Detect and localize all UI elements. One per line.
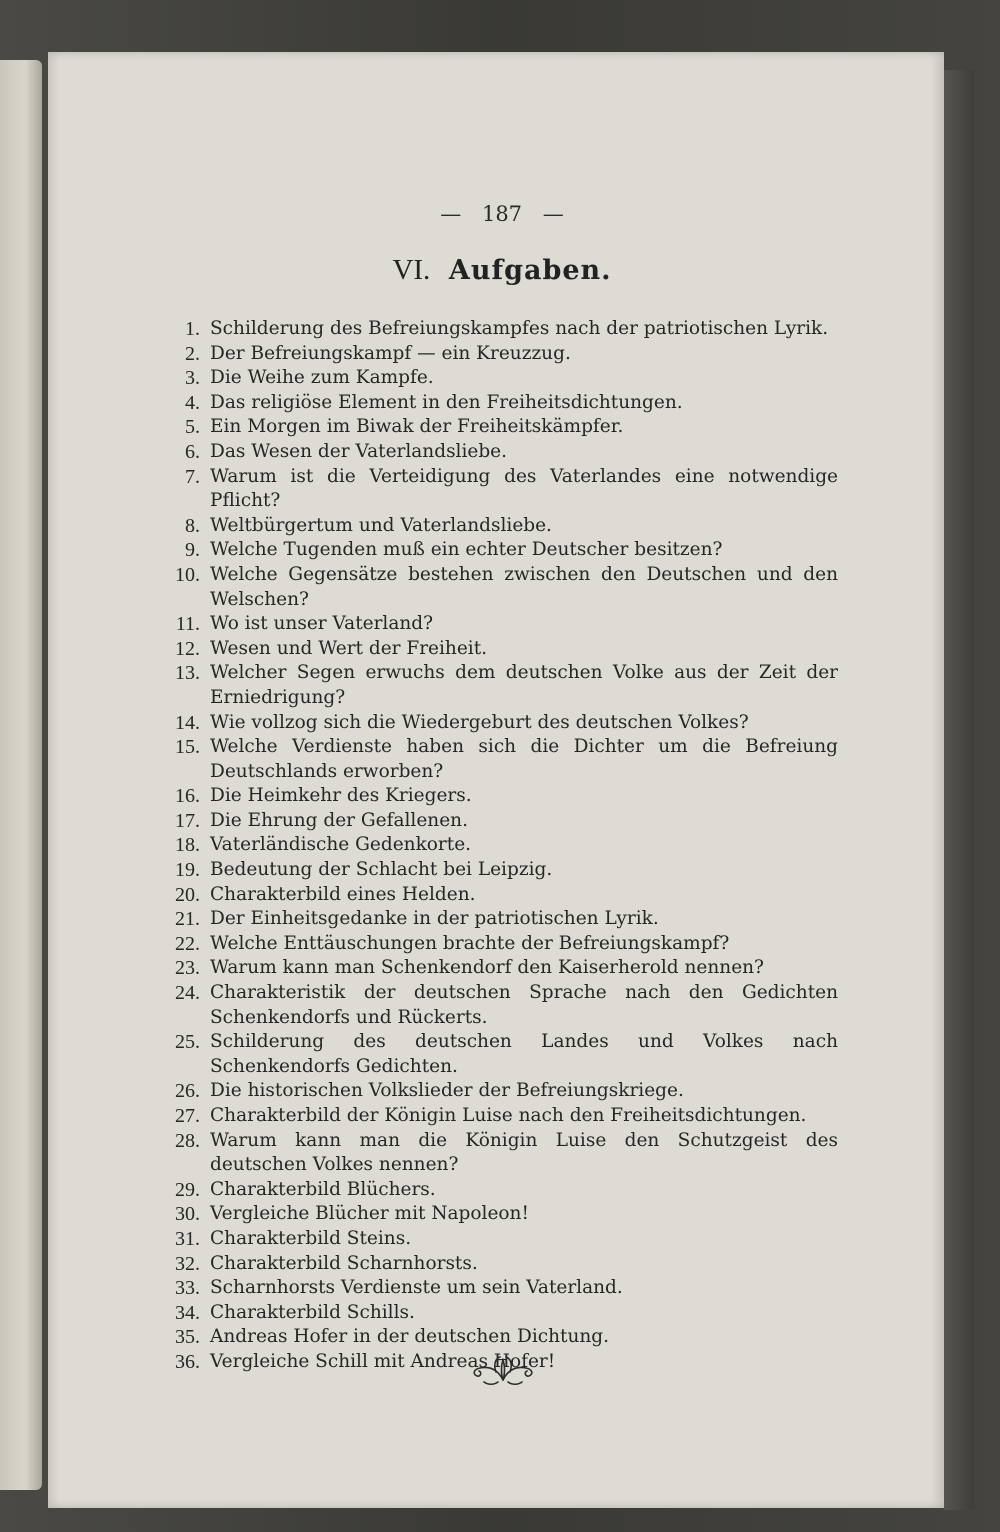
task-text: Charakterbild Scharnhorsts. <box>210 1252 478 1274</box>
task-item <box>158 612 838 637</box>
task-item <box>158 981 838 1030</box>
task-number: 8. <box>185 514 200 537</box>
task-item <box>158 858 838 883</box>
task-number: 22. <box>175 932 200 955</box>
task-text: Scharnhorsts Verdienste um sein Vaterland. <box>210 1277 623 1299</box>
task-number: 9. <box>185 539 200 562</box>
task-number: 1. <box>185 318 200 340</box>
task-item <box>158 440 838 465</box>
task-number: 33. <box>175 1277 200 1300</box>
task-item <box>158 809 838 834</box>
task-item <box>158 1252 838 1277</box>
task-text: Das religiöse Element in den Freiheitsdichtungen. <box>210 391 683 413</box>
task-item <box>158 317 838 342</box>
task-number: 2. <box>185 342 200 365</box>
header-dash-left: — <box>440 202 462 226</box>
task-item <box>158 1178 838 1203</box>
task-text: Der Einheitsgedanke in der patriotischen Lyrik. <box>210 908 659 930</box>
task-number: 31. <box>175 1227 200 1250</box>
task-text: Bedeutung der Schlacht bei Leipzig. <box>210 859 553 881</box>
task-text: Wesen und Wert der Freiheit. <box>210 637 488 659</box>
task-item <box>158 465 838 514</box>
task-number: 5. <box>185 416 200 439</box>
task-item <box>158 415 838 440</box>
task-text: Andreas Hofer in der deutschen Dichtung. <box>210 1326 609 1348</box>
task-text: Warum ist die Verteidigung des Vaterlandes eine notwendige Pflicht? <box>210 465 838 512</box>
task-item <box>158 538 838 563</box>
task-number: 27. <box>175 1105 200 1127</box>
task-text: Charakterbild Steins. <box>210 1227 412 1249</box>
task-number: 25. <box>175 1031 200 1054</box>
task-item <box>158 1079 838 1104</box>
task-number: 13. <box>175 662 200 685</box>
task-number: 11. <box>175 613 200 636</box>
task-number: 10. <box>175 563 200 586</box>
task-text: Die Ehrung der Gefallenen. <box>210 809 468 831</box>
task-text: Der Befreiungskampf — ein Kreuzzug. <box>210 342 571 364</box>
task-list <box>158 317 838 1375</box>
task-number: 36. <box>175 1350 200 1373</box>
header-dash-right: — <box>542 202 564 226</box>
task-item <box>158 1325 838 1350</box>
task-number: 28. <box>175 1129 200 1152</box>
task-text: Ein Morgen im Biwak der Freiheitskämpfer. <box>210 416 624 438</box>
task-item <box>158 1202 838 1227</box>
task-item <box>158 342 838 367</box>
left-page-edge <box>0 60 42 1490</box>
task-number: 21. <box>175 908 200 931</box>
task-number: 23. <box>175 957 200 980</box>
task-item <box>158 1030 838 1079</box>
task-number: 3. <box>185 367 200 390</box>
task-number: 20. <box>175 883 200 906</box>
page-number: 187 <box>481 202 523 226</box>
task-number: 35. <box>175 1326 200 1349</box>
task-item <box>158 956 838 981</box>
task-text: Vaterländische Gedenkorte. <box>210 834 472 856</box>
task-number: 14. <box>175 711 200 734</box>
task-text: Schilderung des deutschen Landes und Volkes nach Schenkendorfs Gedichten. <box>210 1031 838 1077</box>
book-page <box>48 52 944 1508</box>
task-item <box>158 1104 838 1129</box>
task-text: Charakteristik der deutschen Sprache nach den Gedichten Schenkendorfs und Rückerts. <box>210 982 838 1028</box>
task-text: Charakterbild Blüchers. <box>210 1178 436 1200</box>
task-number: 32. <box>175 1252 200 1275</box>
task-number: 19. <box>175 859 200 882</box>
task-text: Die Heimkehr des Kriegers. <box>210 785 472 807</box>
task-number: 30. <box>175 1203 200 1226</box>
task-text: Vergleiche Blücher mit Napoleon! <box>210 1203 529 1225</box>
task-text: Welcher Segen erwuchs dem deutschen Volke aus der Zeit der Erniedrigung? <box>210 662 838 708</box>
task-item <box>158 1129 838 1178</box>
task-item <box>158 784 838 809</box>
task-number: 4. <box>185 391 200 414</box>
task-number: 29. <box>175 1178 200 1201</box>
task-text: Welche Verdienste haben sich die Dichter um die Befreiung Deutschlands erworben? <box>210 736 838 782</box>
task-item <box>158 907 838 932</box>
task-item <box>158 661 838 710</box>
task-text: Weltbürgertum und Vaterlandsliebe. <box>210 514 552 536</box>
section-title <box>48 254 956 287</box>
task-text: Wie vollzog sich die Wiedergeburt des deutschen Volkes? <box>210 711 749 733</box>
task-item <box>158 514 838 539</box>
task-item <box>158 1276 838 1301</box>
task-text: Welche Enttäuschungen brachte der Befreiungskampf? <box>210 932 730 954</box>
task-item <box>158 563 838 612</box>
task-item <box>158 366 838 391</box>
task-text: Warum kann man Schenkendorf den Kaiserherold nennen? <box>210 957 764 979</box>
task-item <box>158 1301 838 1326</box>
task-text: Die historischen Volkslieder der Befreiungskriege. <box>210 1080 684 1102</box>
task-item <box>158 1227 838 1252</box>
task-number: 18. <box>175 834 200 857</box>
task-item <box>158 391 838 416</box>
page-header <box>48 202 956 226</box>
task-text: Wo ist unser Vaterland? <box>210 613 434 635</box>
task-item <box>158 711 838 736</box>
task-number: 26. <box>175 1080 200 1103</box>
floral-vignette-icon <box>468 1352 538 1388</box>
task-text: Charakterbild eines Helden. <box>210 883 476 905</box>
task-item <box>158 833 838 858</box>
task-item <box>158 932 838 957</box>
task-text: Schilderung des Befreiungskampfes nach der patriotischen Lyrik. <box>210 318 829 339</box>
task-number: 6. <box>185 440 200 463</box>
task-number: 16. <box>175 785 200 808</box>
task-number: 12. <box>175 637 200 660</box>
task-text: Die Weihe zum Kampfe. <box>210 367 434 389</box>
task-text: Warum kann man die Königin Luise den Schutzgeist des deutschen Volkes nennen? <box>210 1129 838 1176</box>
task-text: Charakterbild Schills. <box>210 1301 415 1323</box>
task-number: 24. <box>175 982 200 1005</box>
task-number: 7. <box>185 465 200 488</box>
task-item <box>158 637 838 662</box>
task-item <box>158 883 838 908</box>
task-text: Welche Tugenden muß ein echter Deutscher besitzen? <box>210 539 723 561</box>
section-numeral: VI. <box>392 254 431 286</box>
task-text: Charakterbild der Königin Luise nach den Freiheitsdichtungen. <box>210 1105 807 1126</box>
task-number: 34. <box>175 1301 200 1324</box>
task-number: 17. <box>175 809 200 832</box>
section-heading: Aufgaben. <box>448 255 612 286</box>
task-number: 15. <box>175 736 200 759</box>
task-text: Das Wesen der Vaterlandsliebe. <box>210 440 508 462</box>
task-text: Vergleiche Schill mit Andreas Hofer! <box>210 1350 556 1372</box>
task-text: Welche Gegensätze bestehen zwischen den Deutschen und den Welschen? <box>210 563 838 610</box>
task-item <box>158 735 838 784</box>
